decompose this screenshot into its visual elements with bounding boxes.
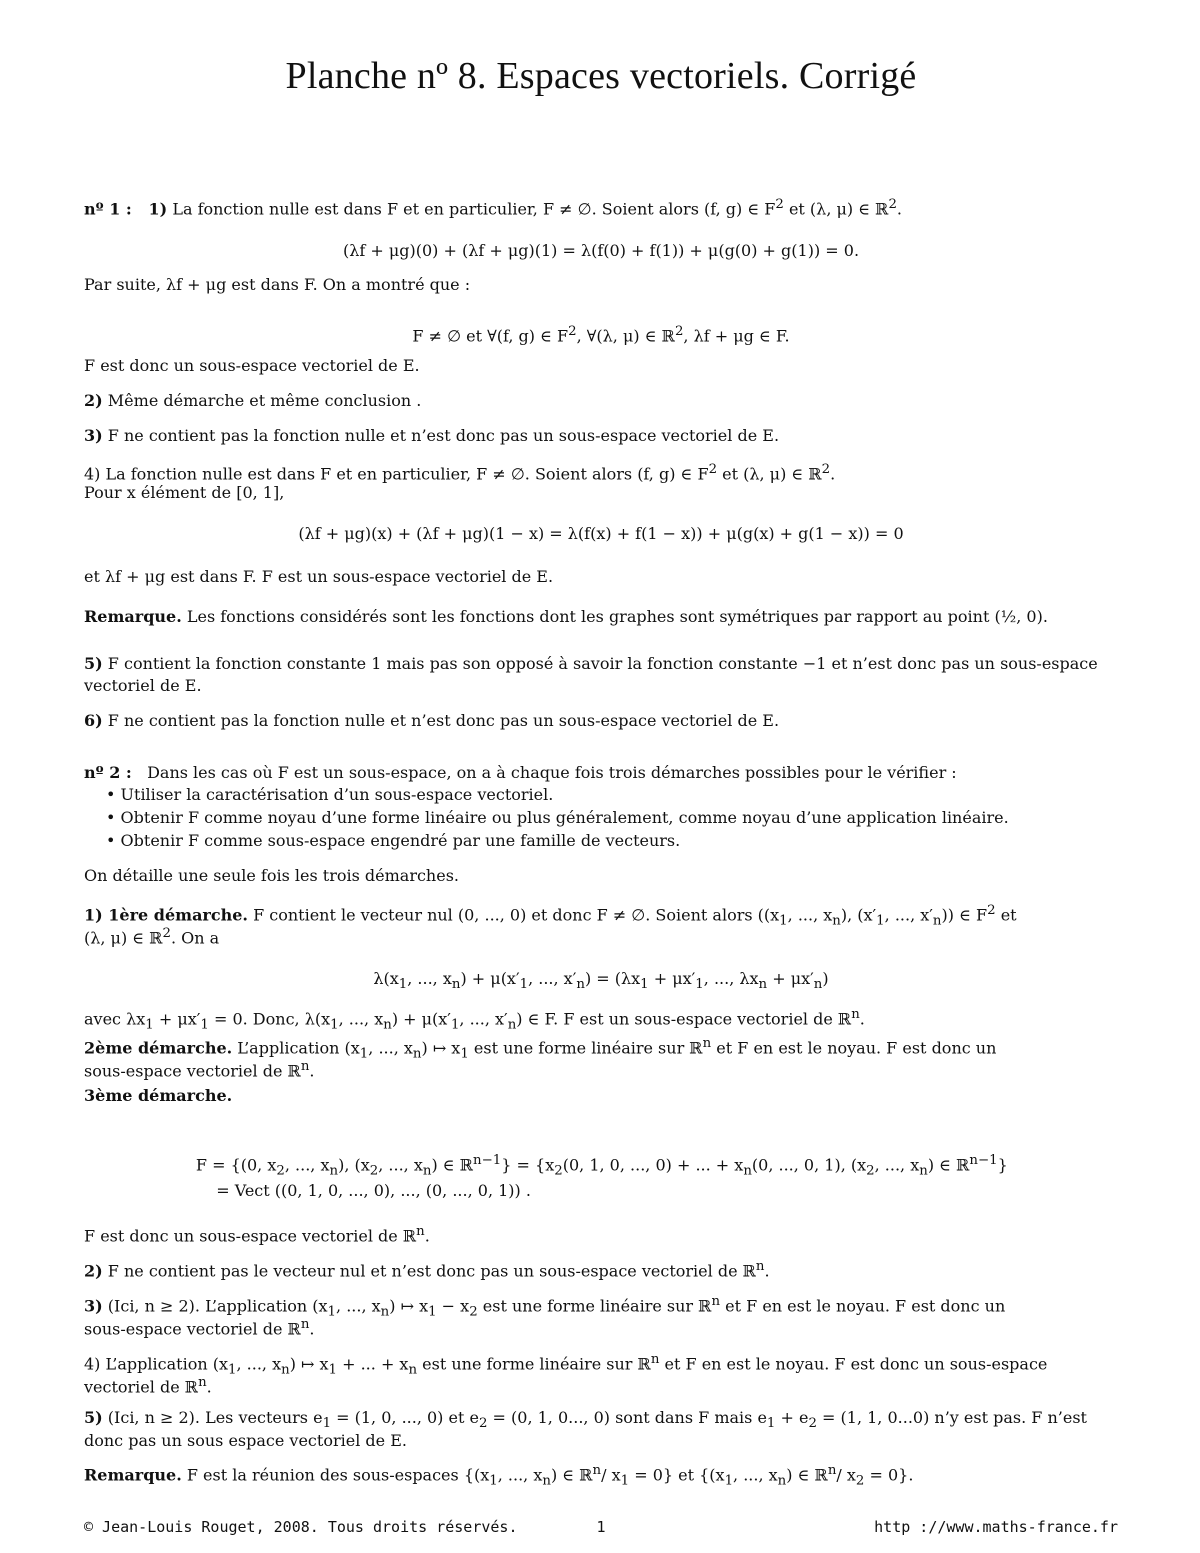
text-line: 3) (Ici, n ≥ 2). L’application ($x_1$, ..., $x_n$) ↦ $x_1 - x_2$ est une forme linéaire sur ℝ$^n$ et F en est le noyau. F est donc un — [84, 1294, 1006, 1320]
text-line: 6) F ne contient pas la fonction nulle et n’est donc pas un sous-espace vectoriel de E. — [84, 711, 780, 730]
text-line: Remarque. F est la réunion des sous-espaces {($x_1$, ..., $x_n$) ∈ ℝ$^n$/ $x_1 = 0$} et {($x_1$, ..., $x_n$) ∈ ℝ$^n$/ $x_2 = 0$}. — [84, 1463, 914, 1489]
text-line: 2) F ne contient pas le vecteur nul et n’est donc pas un sous-espace vectoriel de ℝ$^n$. — [84, 1259, 770, 1281]
text-line: et λf + μg est dans F. F est un sous-espace vectoriel de E. — [84, 567, 554, 586]
text-line: On détaille une seule fois les trois démarches. — [84, 866, 459, 885]
copyright-text: © Jean-Louis Rouget, 2008. Tous droits réservés. — [84, 1518, 518, 1536]
page-title: Planche nº 8. Espaces vectoriels. Corrigé — [285, 55, 917, 97]
page-footer — [84, 1518, 1118, 1540]
text-line: = Vect ((0, 1, 0, ..., 0), ..., (0, ..., 0, 1)) . — [84, 1181, 531, 1200]
text-line: 4) L’application ($x_1$, ..., $x_n$) ↦ $x_1$ + ... + $x_n$ est une forme linéaire sur ℝ$^n$ et F en est le noyau. F est donc un sous-espace — [84, 1352, 1048, 1378]
text-line: 3) F ne contient pas la fonction nulle et n’est donc pas un sous-espace vectoriel de E. — [84, 426, 780, 445]
text-line: • Utiliser la caractérisation d’un sous-espace vectoriel. — [106, 785, 554, 804]
text-line: 5) (Ici, n ≥ 2). Les vecteurs $e_1 = (1$, 0, ..., 0) et $e_2 = (0$, 1, 0..., 0) sont dans F mais $e_1 + e_2 = (1$, 1, 0...0) n’y est pas. F n’est — [84, 1408, 1087, 1432]
text-line: avec $\lambda x_1 + \mu x'_1 = 0$. Donc, $\lambda(x_1$, ..., $x_n) + \mu(x'_1$, ..., $x'_n$) ∈ F. F est un sous-espace vectoriel de ℝ$^n$. — [84, 1007, 865, 1033]
website-link[interactable]: http ://www.maths-france.fr — [874, 1518, 1118, 1536]
text-line: F = {(0, $x_2$, ..., $x_n$), ($x_2$, ..., $x_n$) ∈ ℝ$^{n-1}$} = {$x_2(0$, 1, 0, ..., 0) + ... + $x_n(0$, ..., 0, 1), ($x_2$, ..., $x_n$) ∈ ℝ$^{n-1}$} — [84, 1153, 1008, 1179]
text-line: 4) La fonction nulle est dans F et en particulier, F ≠ ∅. Soient alors (f, g) ∈ $F^2$ et (λ, μ) ∈ ℝ$^2$. — [84, 462, 836, 484]
page-number: 1 — [596, 1518, 606, 1536]
text-line: • Obtenir F comme noyau d’une forme linéaire ou plus généralement, comme noyau d’une application linéaire. — [106, 808, 1009, 827]
text-line: F ≠ ∅ et ∀(f, g) ∈ $F^2$, ∀(λ, μ) ∈ ℝ$^2$, λf + μg ∈ F. — [412, 324, 790, 346]
text-line: (λf + μg)(0) + (λf + μg)(1) = λ(f(0) + f(1)) + μ(g(0) + g(1)) = 0. — [342, 241, 860, 260]
text-line: Remarque. Les fonctions considérés sont les fonctions dont les graphes sont symétriques par rapport au point (½, 0). — [84, 607, 1048, 626]
text-line: 1) 1ère démarche. F contient le vecteur nul (0, ..., 0) et donc F ≠ ∅. Soient alors (($x_1$, ..., $x_n$), ($x'_1$, ..., $x'_n$)) ∈ $F^2$ et — [84, 903, 1017, 929]
text-line: vectoriel de E. — [84, 676, 202, 695]
text-line: Par suite, λf + μg est dans F. On a montré que : — [84, 275, 471, 294]
text-line: vectoriel de ℝ$^n$. — [84, 1375, 212, 1397]
text-line: (λ, μ) ∈ ℝ$^2$. On a — [84, 926, 220, 948]
text-line: F est donc un sous-espace vectoriel de E. — [84, 356, 420, 375]
text-line: • Obtenir F comme sous-espace engendré par une famille de vecteurs. — [106, 831, 681, 850]
text-line: nº 1 : 1) La fonction nulle est dans F et en particulier, F ≠ ∅. Soient alors (f, g) ∈ $F^2$ et (λ, μ) ∈ ℝ$^2$. — [84, 197, 903, 219]
text-line: Pour x élément de [0, 1], — [84, 483, 285, 502]
text-line: sous-espace vectoriel de ℝ$^n$. — [84, 1059, 315, 1081]
text-line: nº 2 : Dans les cas où F est un sous-espace, on a à chaque fois trois démarches possibles pour le vérifier : — [84, 763, 957, 782]
text-line: donc pas un sous espace vectoriel de E. — [84, 1431, 407, 1450]
text-line: F est donc un sous-espace vectoriel de ℝ$^n$. — [84, 1224, 430, 1246]
text-line: (λf + μg)(x) + (λf + μg)(1 − x) = λ(f(x) + f(1 − x)) + μ(g(x) + g(1 − x)) = 0 — [298, 524, 904, 543]
text-line: 3ème démarche. — [84, 1086, 233, 1105]
text-line: 2) Même démarche et même conclusion . — [84, 391, 422, 410]
text-line: sous-espace vectoriel de ℝ$^n$. — [84, 1317, 315, 1339]
document-page — [84, 0, 1118, 1553]
text-line: $\lambda(x_1$, ..., $x_n) + \mu(x'_1$, ..., $x'_n) = (\lambda x_1 + \mu x'_1$, ..., $\lambda x_n + \mu x'_n$) — [373, 969, 829, 993]
text-line: 5) F contient la fonction constante 1 mais pas son opposé à savoir la fonction constante −1 et n’est donc pas un sous-espace — [84, 654, 1098, 673]
text-line: 2ème démarche. L’application ($x_1$, ..., $x_n$) ↦ $x_1$ est une forme linéaire sur ℝ$^n$ et F en est le noyau. F est donc un — [84, 1036, 997, 1062]
